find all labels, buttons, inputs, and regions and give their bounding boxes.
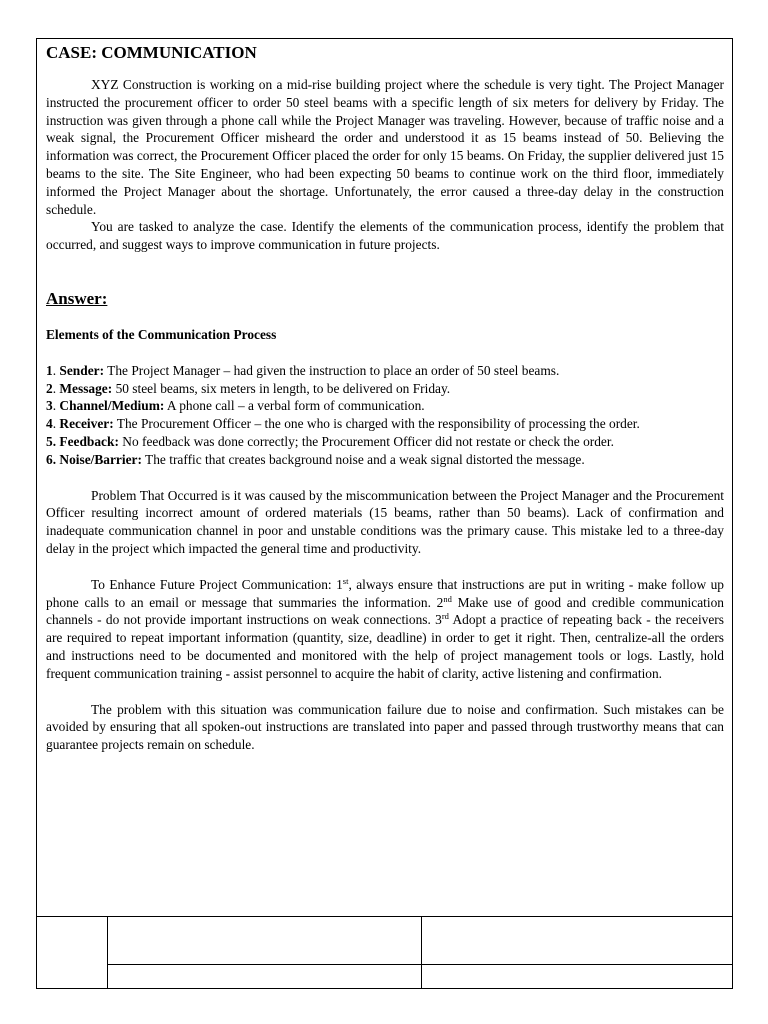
- list-item: 1. Sender: The Project Manager – had given the instruction to place an order of 50 steel beams.: [46, 362, 560, 378]
- list-item: 5. Feedback: No feedback was done correctly; the Procurement Officer did not restate or check the order.: [46, 433, 614, 449]
- document-content: [46, 42, 724, 754]
- footer-table: [37, 916, 732, 988]
- enhance-paragraph: To Enhance Future Project Communication: 1st, always ensure that instructions are put in writing - make follow up phone calls to an email or message that summaries the information. 2nd Make use of good and credible communication channels - do not provide important instructions on weak connections. 3rd Adopt a practice of repeating back - the receivers are required to repeat important information (quantity, size, deadline) in order to get it right. Then, centralize-all the orders and instructions need to be documented and monitored with the help of project management tools or logs. Lastly, hold frequent communication training - assist personnel to acquire the habit of clarity, active listening and confirmation.: [46, 575, 724, 681]
- footer-cell: [108, 917, 422, 965]
- footer-cell: [37, 917, 108, 989]
- answer-heading: Answer:: [46, 288, 108, 308]
- footer-cell: [422, 964, 733, 988]
- case-paragraph-2: You are tasked to analyze the case. Identify the elements of the communication process, identify the problem that occurred, and suggest ways to improve communication in future projects.: [46, 219, 724, 253]
- conclusion-paragraph: The problem with this situation was communication failure due to noise and confirmation. Such mistakes can be avoided by ensuring that all spoken-out instructions are translated into paper and passed through trustworthy means that can guarantee projects remain on schedule.: [46, 701, 724, 753]
- document-frame: [36, 38, 733, 989]
- problem-paragraph: Problem That Occurred is it was caused by the miscommunication between the Project Manager and the Procurement Officer resulting incorrect amount of ordered materials (15 beams, rather than 50 beams). Lack of confirmation and inadequate communication channel in poor and unstable conditions was the primary cause. This mistake led to a three-day delay in the project which impacted the general time and productivity.: [46, 487, 724, 556]
- list-item: 4. Receiver: The Procurement Officer – the one who is charged with the responsibility of processing the order.: [46, 416, 640, 432]
- elements-list: [46, 362, 724, 469]
- elements-heading: Elements of the Communication Process: [46, 326, 277, 342]
- footer-cell: [422, 917, 733, 965]
- case-title: CASE: COMMUNICATION: [46, 43, 257, 62]
- list-item: 2. Message: 50 steel beams, six meters in length, to be delivered on Friday.: [46, 380, 451, 396]
- footer-cell: [108, 964, 422, 988]
- case-paragraph-1: XYZ Construction is working on a mid-rise building project where the schedule is very tight. The Project Manager instructed the procurement officer to order 50 steel beams with a specific length of six meters for delivery by Friday. The instruction was given through a phone call while the Project Manager was traveling. However, because of traffic noise and a weak signal, the Procurement Officer misheard the order and understood it as 15 beams instead of 50. Believing the information was correct, the Procurement Officer placed the order for only 15 beams. On Friday, the supplier delivered just 15 beams to the site. The Site Engineer, who had been expecting 50 beams to continue work on the third floor, immediately informed the Project Manager about the shortage. Unfortunately, the error caused a three-day delay in the construction schedule.: [46, 77, 724, 217]
- list-item: 6. Noise/Barrier: The traffic that creates background noise and a weak signal distorted the message.: [46, 451, 585, 467]
- list-item: 3. Channel/Medium: A phone call – a verbal form of communication.: [46, 398, 425, 414]
